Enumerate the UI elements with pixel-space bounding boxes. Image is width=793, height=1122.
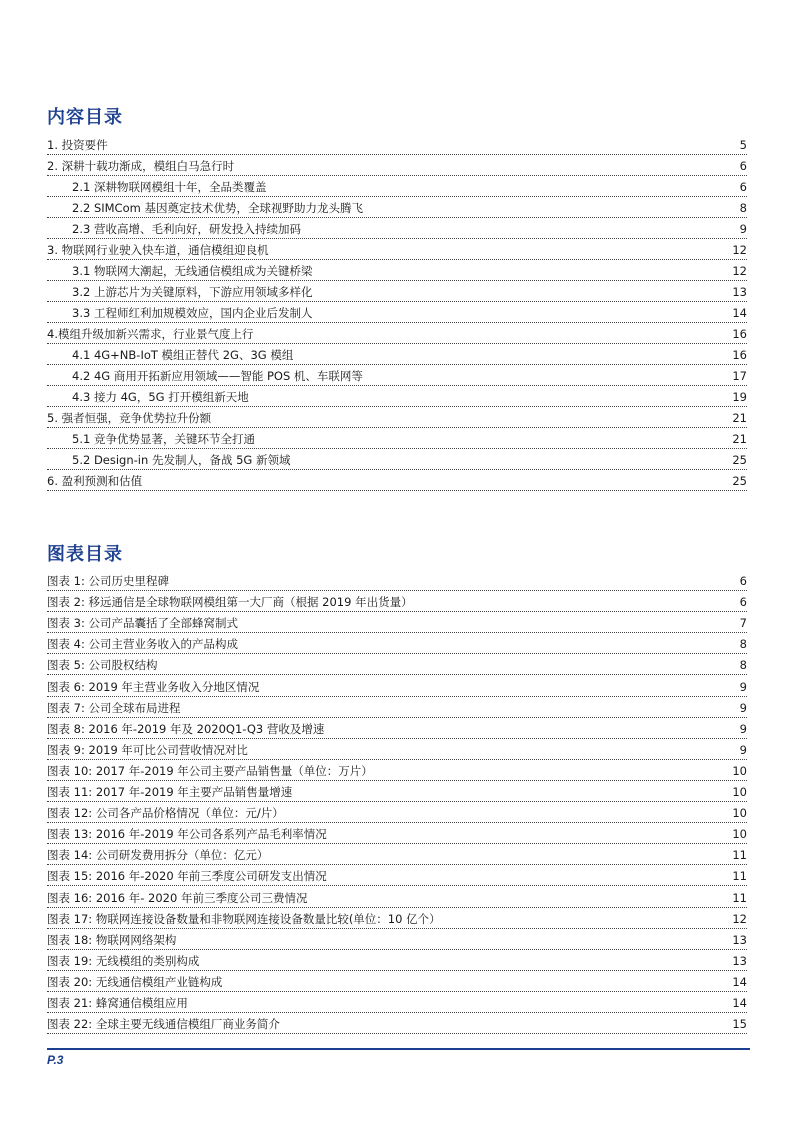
toc-entry-label: 2.3 营收高增、毛利向好，研发投入持续加码 <box>47 220 303 238</box>
figure-entry[interactable] <box>47 910 747 929</box>
figure-entry-page: 9 <box>739 679 747 694</box>
figure-entry-page: 10 <box>732 785 747 799</box>
figure-entry-label: 图表 15: 2016 年-2020 年前三季度公司研发支出情况 <box>47 869 327 884</box>
figure-entry-page: 13 <box>732 932 747 947</box>
figure-entry-label: 图表 1: 公司历史里程碑 <box>47 574 170 588</box>
toc-entry-label: 5.1 竞争优势显著，关键环节全打通 <box>47 430 257 448</box>
toc-entry-page: 8 <box>739 201 747 215</box>
toc-entry[interactable] <box>47 157 747 176</box>
figure-entry-label: 图表 2: 移远通信是全球物联网模组第一大厂商（根据 2019 年出货量） <box>47 595 413 610</box>
toc-entry-label: 4.2 4G 商用开拓新应用领域——智能 POS 机、车联网等 <box>47 367 365 385</box>
figure-entry-page: 11 <box>732 869 747 884</box>
toc-entry[interactable] <box>47 136 747 155</box>
figure-entry-label: 图表 12: 公司各产品价格情况（单位：元/片） <box>47 806 284 821</box>
toc-entry[interactable] <box>47 304 747 323</box>
toc-entry-label: 5. 强者恒强，竞争优势拉升份额 <box>47 411 212 425</box>
figure-entry-label: 图表 9: 2019 年可比公司营收情况对比 <box>47 742 248 757</box>
toc-entry-page: 13 <box>732 285 747 299</box>
figure-entry[interactable] <box>47 952 747 971</box>
figure-entry-label: 图表 13: 2016 年-2019 年公司各系列产品毛利率情况 <box>47 827 327 842</box>
figure-entry[interactable] <box>47 720 747 739</box>
toc-entry-label: 6. 盈利预测和估值 <box>47 474 143 488</box>
figure-entry-page: 9 <box>739 742 747 757</box>
figure-entry-label: 图表 4: 公司主营业务收入的产品构成 <box>47 637 239 652</box>
toc-entry-label: 3.3 工程师红利加规模效应，国内企业后发制人 <box>47 304 314 322</box>
figure-entry-page: 6 <box>739 595 747 610</box>
toc-entry-page: 12 <box>732 264 747 278</box>
toc-entry-page: 19 <box>732 390 747 404</box>
figure-entry-page: 6 <box>739 574 747 588</box>
figure-entry-page: 11 <box>732 848 747 863</box>
figure-entry-label: 图表 18: 物联网网络架构 <box>47 932 177 947</box>
toc-entry[interactable] <box>47 472 747 491</box>
figure-entry[interactable] <box>47 846 747 865</box>
toc-entry-page: 25 <box>732 474 747 488</box>
toc-entry-page: 16 <box>732 327 747 341</box>
figure-entry[interactable] <box>47 804 747 823</box>
figure-entry-label: 图表 22: 全球主要无线通信模组厂商业务简介 <box>47 1017 280 1032</box>
figure-entry-page: 10 <box>732 827 747 842</box>
toc-entry[interactable] <box>47 262 747 281</box>
toc-entry-label: 3.2 上游芯片为关键原料，下游应用领域多样化 <box>47 283 314 301</box>
figure-entry[interactable] <box>47 825 747 844</box>
figure-list-title: 图表目录 <box>47 544 123 565</box>
figure-entry[interactable] <box>47 614 747 633</box>
figure-entry-label: 图表 5: 公司股权结构 <box>47 658 158 673</box>
toc-entry[interactable] <box>47 325 747 344</box>
figure-entry-label: 图表 11: 2017 年-2019 年主要产品销售量增速 <box>47 785 293 799</box>
figure-entry-label: 图表 20: 无线通信模组产业链构成 <box>47 974 223 989</box>
figure-entry[interactable] <box>47 783 747 802</box>
toc-entry-label: 4.模组升级加新兴需求，行业景气度上行 <box>47 327 254 341</box>
toc-entry-page: 12 <box>732 243 747 257</box>
figure-entry-label: 图表 16: 2016 年- 2020 年前三季度公司三费情况 <box>47 890 308 905</box>
figure-entry-label: 图表 17: 物联网连接设备数量和非物联网连接设备数量比较(单位：10 亿个） <box>47 911 441 926</box>
toc-entry-page: 6 <box>739 180 747 194</box>
figure-entry[interactable] <box>47 889 747 908</box>
figure-entry[interactable] <box>47 572 747 591</box>
toc-entry[interactable] <box>47 367 747 386</box>
figure-entry-label: 图表 3: 公司产品囊括了全部蜂窝制式 <box>47 616 239 631</box>
toc-entry-page: 6 <box>739 159 747 173</box>
figure-entry[interactable] <box>47 678 747 697</box>
figure-entry-page: 14 <box>732 974 747 989</box>
toc-entry-page: 17 <box>732 369 747 383</box>
toc-entry-page: 25 <box>732 453 747 467</box>
figure-entry-page: 10 <box>732 806 747 821</box>
figure-entry-label: 图表 10: 2017 年-2019 年公司主要产品销售量（单位：万片） <box>47 763 373 778</box>
toc-entry-label: 3.1 物联网大潮起，无线通信模组成为关键桥梁 <box>47 262 314 280</box>
figure-entry[interactable] <box>47 931 747 950</box>
toc-entry-label: 4.3 接力 4G，5G 打开模组新天地 <box>47 388 251 406</box>
toc-title: 内容目录 <box>47 107 123 128</box>
toc-entry-label: 1. 投资要件 <box>47 138 108 152</box>
figure-entry-page: 8 <box>739 658 747 673</box>
toc-entry[interactable] <box>47 199 747 218</box>
figure-entry-label: 图表 7: 公司全球布局进程 <box>47 700 181 715</box>
footer-page-number: P.3 <box>47 1053 64 1067</box>
figure-entry[interactable] <box>47 741 747 760</box>
figure-entry[interactable] <box>47 994 747 1013</box>
figure-entry[interactable] <box>47 593 747 612</box>
figure-entry-page: 14 <box>732 996 747 1010</box>
toc-entry[interactable] <box>47 388 747 407</box>
figure-entry-label: 图表 6: 2019 年主营业务收入分地区情况 <box>47 679 260 694</box>
figure-entry-label: 图表 14: 公司研发费用拆分（单位：亿元） <box>47 848 269 863</box>
figure-entry-page: 12 <box>732 911 747 926</box>
figure-entry-page: 11 <box>732 890 747 905</box>
toc-entry[interactable] <box>47 346 747 365</box>
toc-entry-label: 2.1 深耕物联网模组十年，全品类覆盖 <box>47 178 268 196</box>
figure-entry-label: 图表 21: 蜂窝通信模组应用 <box>47 996 188 1010</box>
figure-entry-page: 13 <box>732 953 747 968</box>
toc-entry[interactable] <box>47 430 747 449</box>
toc-entry-label: 3. 物联网行业驶入快车道，通信模组迎良机 <box>47 243 269 257</box>
figure-entry[interactable] <box>47 656 747 675</box>
figure-entry-page: 9 <box>739 700 747 715</box>
figure-entry[interactable] <box>47 699 747 718</box>
toc-entry[interactable] <box>47 220 747 239</box>
toc-entry-page: 21 <box>732 411 747 425</box>
figure-entry[interactable] <box>47 867 747 886</box>
toc-entry[interactable] <box>47 451 747 470</box>
figure-entry-page: 15 <box>732 1017 747 1032</box>
figure-entry-label: 图表 8: 2016 年-2019 年及 2020Q1-Q3 营收及增速 <box>47 721 325 736</box>
figure-entry[interactable] <box>47 1015 747 1034</box>
toc-entry[interactable] <box>47 283 747 302</box>
toc-entry[interactable] <box>47 241 747 260</box>
toc-entry-label: 2.2 SIMCom 基因奠定技术优势，全球视野助力龙头腾飞 <box>47 199 365 217</box>
toc-entry-page: 9 <box>739 222 747 236</box>
figure-entry-page: 10 <box>732 763 747 778</box>
toc-entry[interactable] <box>47 178 747 197</box>
toc-entry-label: 4.1 4G+NB-IoT 模组正替代 2G、3G 模组 <box>47 346 295 364</box>
toc-entry[interactable] <box>47 409 747 428</box>
figure-entry[interactable] <box>47 762 747 781</box>
figure-entry[interactable] <box>47 635 747 654</box>
figure-entry-page: 8 <box>739 637 747 652</box>
toc-entry-page: 16 <box>732 348 747 362</box>
figure-entry-page: 9 <box>739 721 747 736</box>
figure-entry-page: 7 <box>739 616 747 631</box>
figure-entry[interactable] <box>47 973 747 992</box>
toc-entry-page: 5 <box>739 138 747 152</box>
toc-entry-label: 2. 深耕十载功渐成，模组白马急行时 <box>47 159 235 173</box>
toc-entry-label: 5.2 Design-in 先发制人，备战 5G 新领域 <box>47 451 292 469</box>
figure-entry-label: 图表 19: 无线模组的类别构成 <box>47 953 200 968</box>
footer-rule <box>47 1048 750 1050</box>
toc-entry-page: 14 <box>732 306 747 320</box>
toc-entry-page: 21 <box>732 432 747 446</box>
